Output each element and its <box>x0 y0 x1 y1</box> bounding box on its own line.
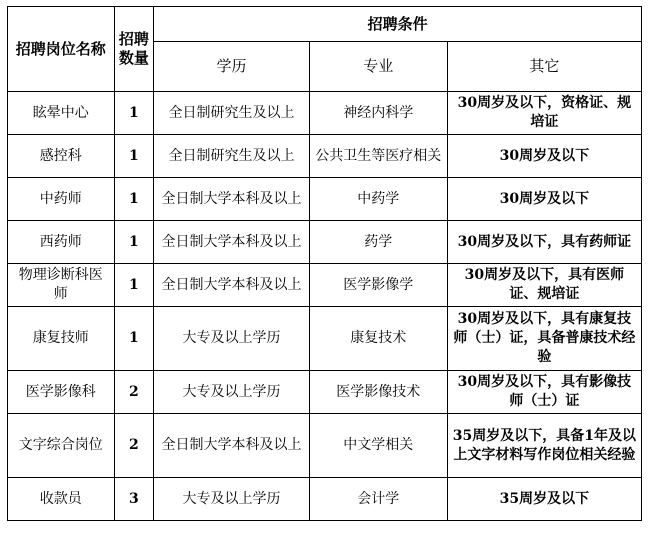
cell-position-name: 西药师 <box>8 221 115 264</box>
cell-major: 中药学 <box>309 178 447 221</box>
table-row <box>8 92 642 135</box>
cell-other: 30周岁及以下 <box>447 135 641 178</box>
cell-major: 会计学 <box>309 478 447 521</box>
header-major: 专业 <box>309 42 447 92</box>
header-row-top <box>8 7 642 42</box>
cell-position-name: 医学影像科 <box>8 371 115 414</box>
header-other: 其它 <box>447 42 641 92</box>
cell-other: 35周岁及以下 <box>447 478 641 521</box>
table-row <box>8 178 642 221</box>
table-row <box>8 135 642 178</box>
cell-education: 全日制大学本科及以上 <box>154 178 310 221</box>
table-row <box>8 307 642 371</box>
cell-count: 1 <box>114 221 154 264</box>
cell-count: 1 <box>114 135 154 178</box>
table-row <box>8 221 642 264</box>
cell-education: 全日制大学本科及以上 <box>154 221 310 264</box>
cell-major: 药学 <box>309 221 447 264</box>
header-count: 招聘数量 <box>114 7 154 92</box>
cell-major: 康复技术 <box>309 307 447 371</box>
cell-position-name: 感控科 <box>8 135 115 178</box>
cell-count: 1 <box>114 264 154 307</box>
cell-other: 30周岁及以下，具有影像技师（士）证 <box>447 371 641 414</box>
cell-position-name: 物理诊断科医师 <box>8 264 115 307</box>
cell-major: 医学影像学 <box>309 264 447 307</box>
cell-count: 3 <box>114 478 154 521</box>
cell-major: 医学影像技术 <box>309 371 447 414</box>
table-row <box>8 264 642 307</box>
cell-education: 全日制大学本科及以上 <box>154 264 310 307</box>
cell-other: 30周岁及以下，具有医师证、规培证 <box>447 264 641 307</box>
cell-position-name: 康复技师 <box>8 307 115 371</box>
cell-position-name: 眩晕中心 <box>8 92 115 135</box>
cell-education: 全日制大学本科及以上 <box>154 414 310 478</box>
cell-position-name: 中药师 <box>8 178 115 221</box>
header-conditions: 招聘条件 <box>154 7 642 42</box>
cell-count: 1 <box>114 178 154 221</box>
table-row <box>8 414 642 478</box>
cell-education: 全日制研究生及以上 <box>154 135 310 178</box>
cell-position-name: 收款员 <box>8 478 115 521</box>
cell-other: 30周岁及以下，具有康复技师（士）证，具备普康技术经验 <box>447 307 641 371</box>
recruitment-table <box>7 6 642 521</box>
cell-education: 大专及以上学历 <box>154 307 310 371</box>
cell-education: 大专及以上学历 <box>154 371 310 414</box>
table-row <box>8 478 642 521</box>
cell-count: 1 <box>114 307 154 371</box>
cell-major: 神经内科学 <box>309 92 447 135</box>
cell-position-name: 文字综合岗位 <box>8 414 115 478</box>
cell-major: 公共卫生等医疗相关 <box>309 135 447 178</box>
cell-other: 30周岁及以下，资格证、规培证 <box>447 92 641 135</box>
cell-count: 2 <box>114 414 154 478</box>
cell-count: 2 <box>114 371 154 414</box>
header-education: 学历 <box>154 42 310 92</box>
cell-other: 35周岁及以下，具备1年及以上文字材料写作岗位相关经验 <box>447 414 641 478</box>
cell-major: 中文学相关 <box>309 414 447 478</box>
header-position-name: 招聘岗位名称 <box>8 7 115 92</box>
cell-education: 大专及以上学历 <box>154 478 310 521</box>
table-row <box>8 371 642 414</box>
cell-education: 全日制研究生及以上 <box>154 92 310 135</box>
cell-other: 30周岁及以下 <box>447 178 641 221</box>
cell-count: 1 <box>114 92 154 135</box>
cell-other: 30周岁及以下，具有药师证 <box>447 221 641 264</box>
